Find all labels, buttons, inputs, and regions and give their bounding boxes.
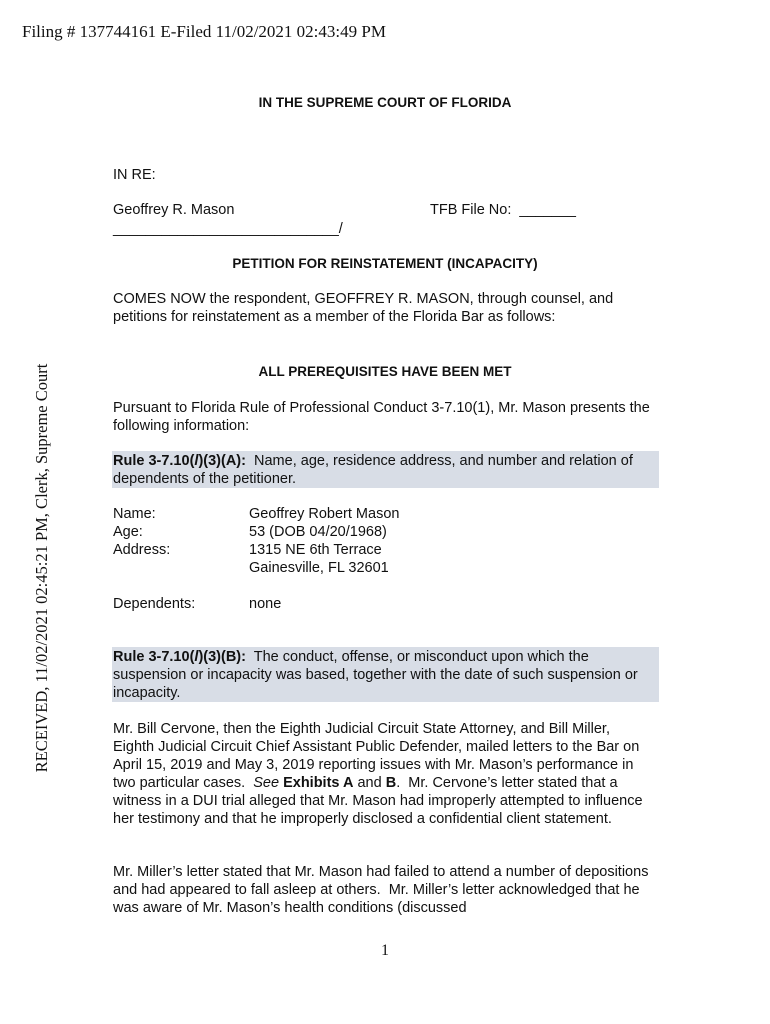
rule-b-label-suffix: )(3)(B):	[198, 649, 246, 665]
address-line-2: Gainesville, FL 32601	[249, 560, 389, 576]
dependents-label: Dependents:	[113, 596, 196, 612]
rule-a-label-suffix: )(3)(A):	[198, 453, 246, 469]
tfb-file-number: TFB File No: _______	[430, 202, 576, 218]
rule-b-block	[112, 647, 659, 702]
address-label: Address:	[113, 542, 171, 558]
para1-and: and	[353, 775, 386, 791]
name-label: Name:	[113, 506, 156, 522]
received-stamp: RECEIVED, 11/02/2021 02:45:21 PM, Clerk, Supreme Court	[32, 363, 51, 773]
address-line-1: 1315 NE 6th Terrace	[249, 542, 382, 558]
para1-see: See	[253, 775, 280, 791]
para1-part1: Mr. Bill Cervone, then the Eighth Judicial Circuit State Attorney, and Bill Miller, Eighth Judicial Circuit Chief Assistant Public Defender, mailed letters to the Bar on April 15, 2019 and May 3, 2019 reporting issues with Mr. Mason’s performance in two particular cases.	[113, 721, 643, 791]
para1-part2: . Mr. Cervone’s letter stated that a witness in a DUI trial alleged that Mr. Mason had improperly attempted to influence her testimony and that he improperly disclosed a confidential client statement.	[113, 775, 647, 827]
pursuant-paragraph: Pursuant to Florida Rule of Professional Conduct 3-7.10(1), Mr. Mason presents the following information:	[113, 400, 650, 434]
dependents-value: none	[249, 596, 282, 612]
petition-title: PETITION FOR REINSTATEMENT (INCAPACITY)	[232, 256, 538, 271]
body-paragraph-1	[113, 720, 651, 828]
rule-a-label-l: l	[194, 453, 199, 469]
rule-b-label-l: l	[194, 649, 199, 665]
rule-a-label-prefix: Rule 3-7.10(	[113, 453, 195, 469]
rule-b-label-prefix: Rule 3-7.10(	[113, 649, 195, 665]
intro-paragraph: COMES NOW the respondent, GEOFFREY R. MASON, through counsel, and petitions for reinstatement as a member of the Florida Bar as follows:	[113, 291, 614, 325]
court-title: IN THE SUPREME COURT OF FLORIDA	[258, 95, 512, 110]
in-re-label: IN RE:	[113, 167, 156, 183]
rule-a-block	[112, 451, 659, 488]
respondent-name: Geoffrey R. Mason	[113, 202, 235, 218]
para1-exhibits-a: Exhibits A	[283, 775, 354, 791]
page-number: 1	[381, 942, 389, 959]
body-paragraph-2: Mr. Miller’s letter stated that Mr. Mason had failed to attend a number of depositions and had appeared to fall asleep at others. Mr. Miller’s letter acknowledged that he was aware of Mr. Mason’s health conditions (discussed	[113, 864, 653, 916]
rule-b-text: The conduct, offense, or misconduct upon which the suspension or incapacity was based, together with the date of such suspension or incapacity.	[113, 649, 638, 701]
filing-stamp: Filing # 137744161 E-Filed 11/02/2021 02:43:49 PM	[22, 22, 386, 41]
age-value: 53 (DOB 04/20/1968)	[249, 524, 387, 540]
rule-a-text: Name, age, residence address, and number and relation of dependents of the petitioner.	[113, 453, 633, 487]
name-value: Geoffrey Robert Mason	[249, 506, 400, 522]
signature-line: ____________________________/	[113, 221, 343, 237]
age-label: Age:	[113, 524, 143, 540]
section-heading: ALL PREREQUISITES HAVE BEEN MET	[258, 364, 512, 379]
para1-exhibit-b: B	[385, 775, 397, 791]
